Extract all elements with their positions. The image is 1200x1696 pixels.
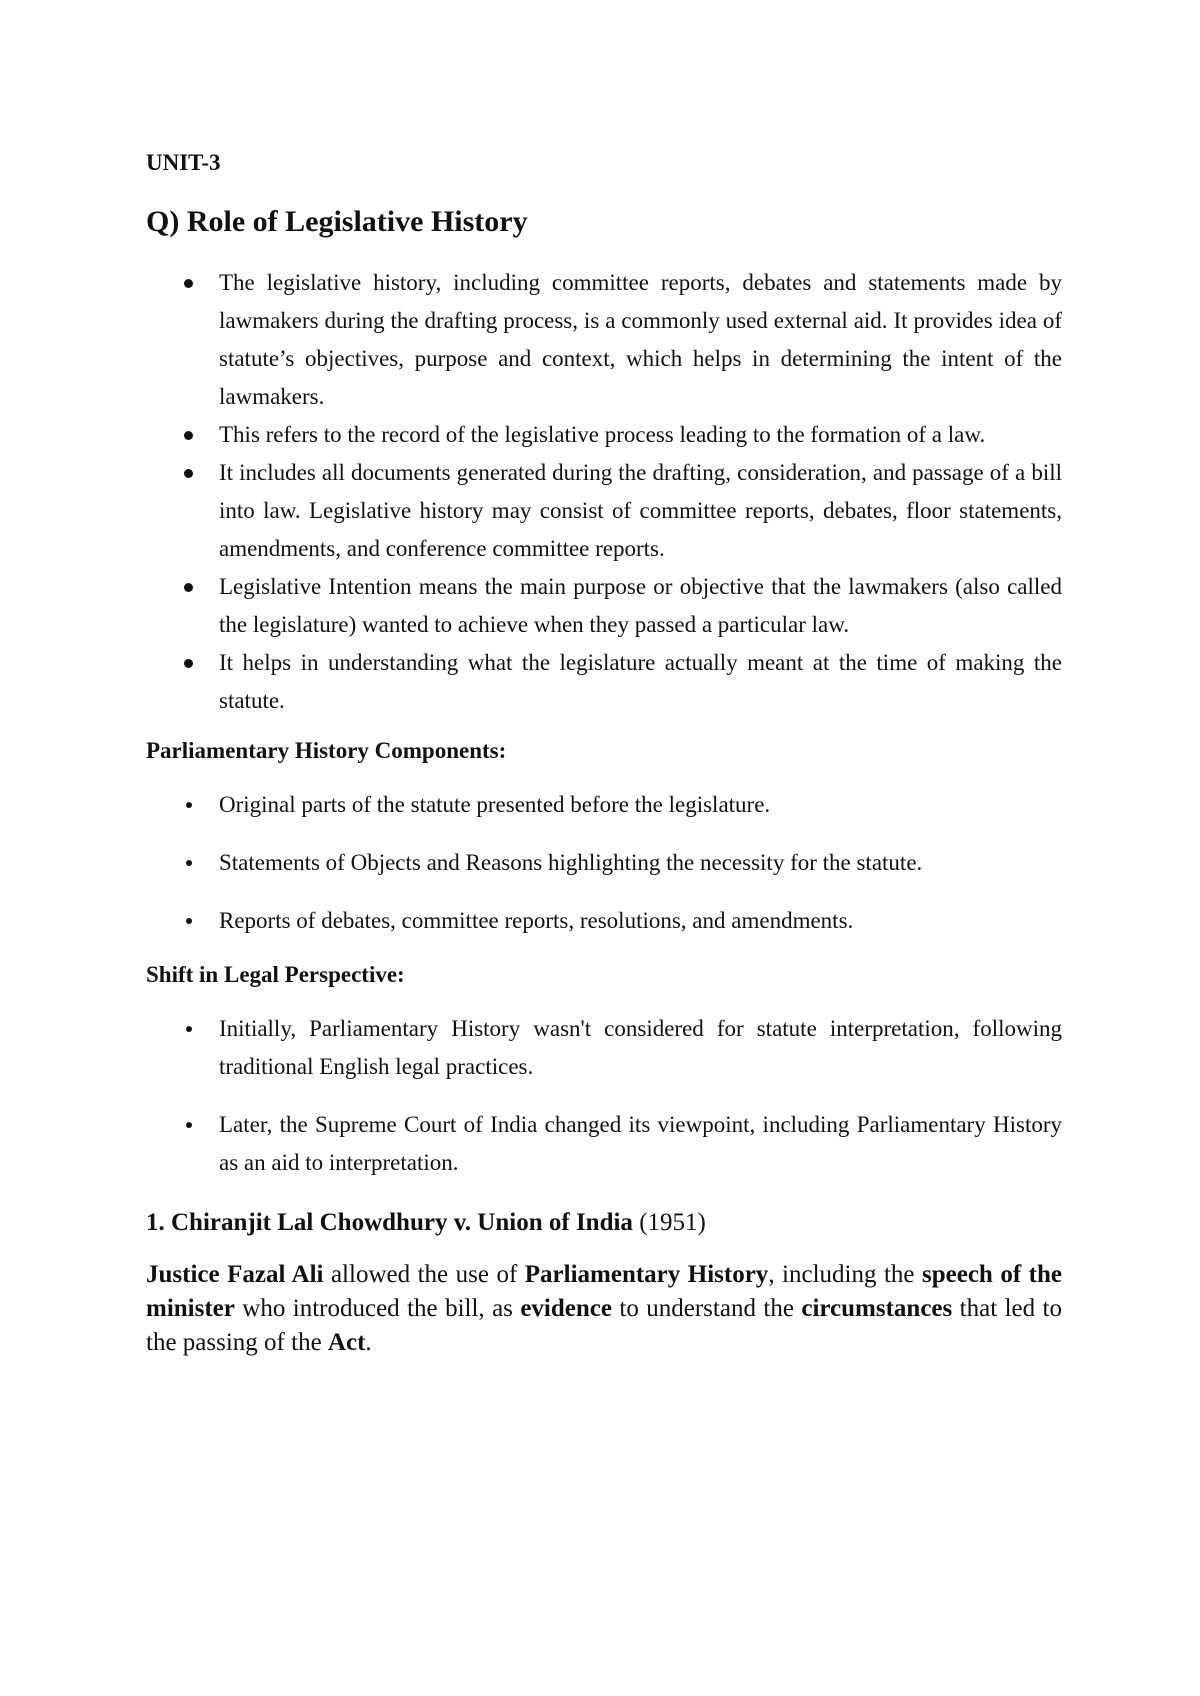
case-text-bold: circumstances: [801, 1295, 953, 1322]
intro-bullet-list: [146, 264, 1062, 720]
list-item: [146, 644, 1062, 720]
list-item: [146, 416, 1062, 454]
list-item: [146, 1010, 1062, 1086]
case-text: .: [365, 1329, 372, 1356]
list-item: [146, 1106, 1062, 1182]
shift-list: [146, 1010, 1062, 1182]
components-heading: Parliamentary History Components:: [146, 738, 507, 763]
list-item-text: Initially, Parliamentary History wasn't considered for statute interpretation, following traditional English legal practices.: [219, 1016, 1062, 1079]
bullet-icon: [184, 279, 193, 288]
list-item-text: This refers to the record of the legislative process leading to the formation of a law.: [219, 422, 986, 447]
case-text-bold: Parliamentary History: [524, 1261, 769, 1288]
list-item: [146, 844, 1062, 882]
document-page: [146, 148, 1062, 1360]
case-title: [146, 1206, 1062, 1240]
case-name: 1. Chiranjit Lal Chowdhury v. Union of India: [146, 1209, 633, 1236]
list-item-text: Legislative Intention means the main purpose or objective that the lawmakers (also called the legislature) wanted to achieve when they passed a particular law.: [219, 574, 1062, 637]
list-item: [146, 786, 1062, 824]
bullet-icon: [186, 860, 192, 866]
case-text-bold: Justice Fazal Ali: [146, 1261, 324, 1288]
list-item-text: Statements of Objects and Reasons highlighting the necessity for the statute.: [219, 850, 923, 875]
bullet-icon: [186, 802, 192, 808]
case-text-bold: Act: [327, 1329, 366, 1356]
list-item-text: Original parts of the statute presented before the legislature.: [219, 792, 771, 817]
case-year: (1951): [639, 1209, 706, 1236]
case-text: allowed the use of: [323, 1261, 525, 1288]
case-text: , including the: [768, 1261, 923, 1288]
components-list: [146, 786, 1062, 940]
shift-heading: Shift in Legal Perspective:: [146, 962, 405, 987]
list-item: [146, 264, 1062, 416]
bullet-icon: [186, 1122, 192, 1128]
list-item: [146, 454, 1062, 568]
list-item-text: It helps in understanding what the legislature actually meant at the time of making the statute.: [219, 650, 1062, 713]
bullet-icon: [184, 583, 193, 592]
list-item-text: Later, the Supreme Court of India changed its viewpoint, including Parliamentary History as an aid to interpretation.: [219, 1112, 1062, 1175]
list-item-text: The legislative history, including committee reports, debates and statements made by lawmakers during the drafting process, is a commonly used external aid. It provides idea of statute’s objectives, purpose and context, which helps in determining the intent of the lawmakers.: [219, 270, 1062, 409]
case-text: to understand the: [611, 1295, 802, 1322]
bullet-icon: [186, 1026, 192, 1032]
case-text-bold: speech of the minister: [146, 1261, 1062, 1322]
unit-label: UNIT-3: [146, 150, 221, 175]
list-item-text: It includes all documents generated during the drafting, consideration, and passage of a bill into law. Legislative history may consist of committee reports, debates, floor statements, amendments, and conference committee reports.: [219, 460, 1062, 561]
list-item: [146, 568, 1062, 644]
bullet-icon: [186, 918, 192, 924]
list-item: [146, 902, 1062, 940]
bullet-icon: [184, 469, 193, 478]
list-item-text: Reports of debates, committee reports, resolutions, and amendments.: [219, 908, 854, 933]
question-title: Q) Role of Legislative History: [146, 205, 528, 238]
case-paragraph: [146, 1258, 1062, 1360]
case-text: that led to the passing of the: [146, 1295, 1062, 1356]
bullet-icon: [184, 431, 193, 440]
case-text-bold: evidence: [520, 1295, 612, 1322]
bullet-icon: [184, 659, 193, 668]
case-text: who introduced the bill, as: [234, 1295, 521, 1322]
